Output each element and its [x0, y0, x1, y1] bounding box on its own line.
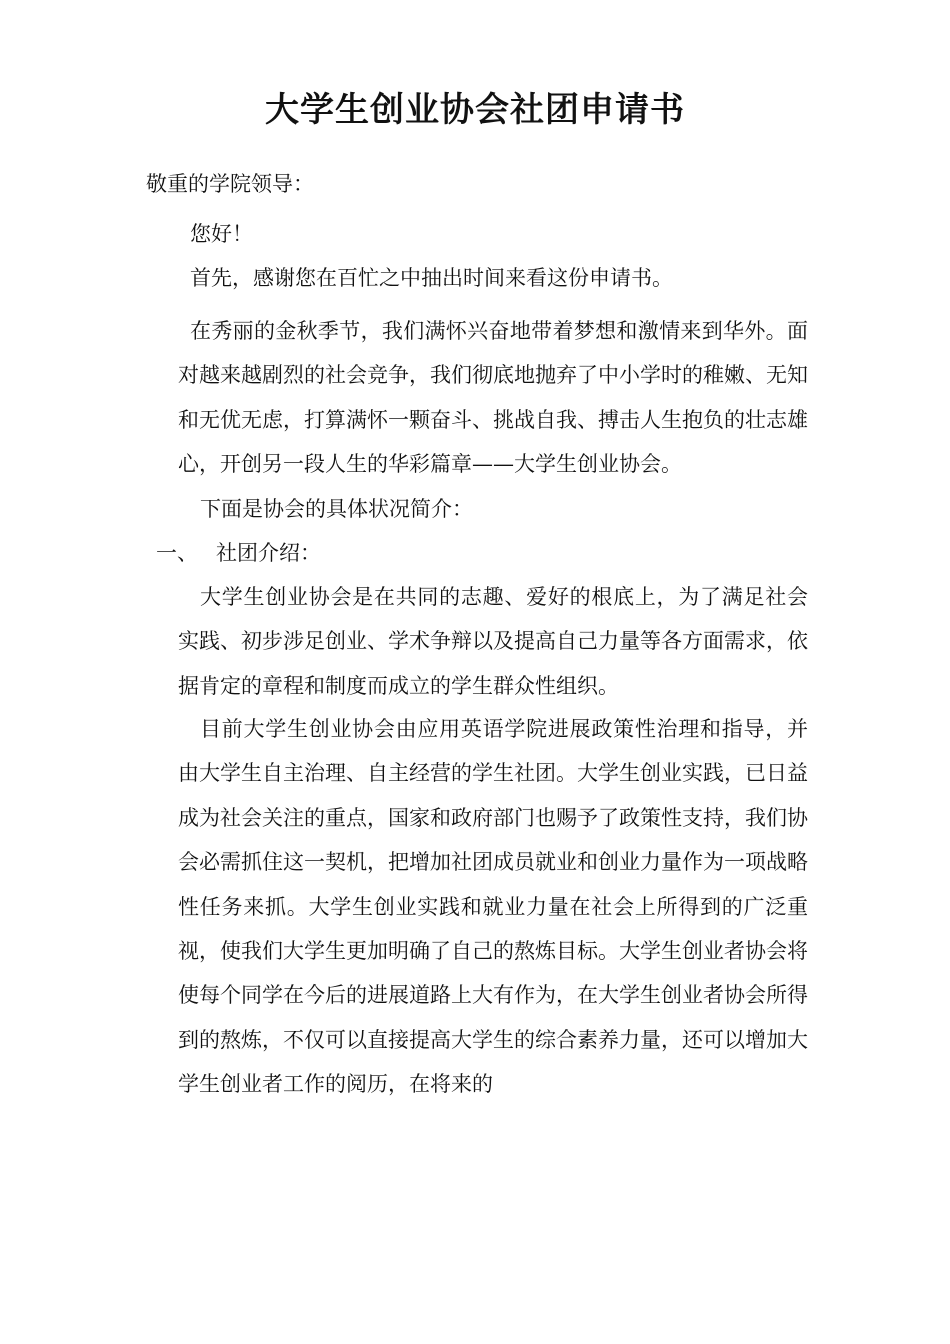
paragraph-arrival: 在秀丽的金秋季节，我们满怀兴奋地带着梦想和激情来到华外。面对越来越剧烈的社会竞争，我们彻底地抛弃了中小学时的稚嫩、无知和无优无虑，打算满怀一颗奋斗、挑战自我、搏击人生抱负的壮志雄心，开创另一段人生的华彩篇章——大学生创业协会。 — [178, 319, 808, 477]
paragraph-association-detail: 目前大学生创业协会由应用英语学院进展政策性治理和指导，并由大学生自主治理、自主经营的学生社团。大学生创业实践，已日益成为社会关注的重点，国家和政府部门也赐予了政策性支持，我们协会必需抓住这一契机，把增加社团成员就业和创业力量作为一项战略性任务来抓。大学生创业实践和就业力量在社会上所得到的广泛重视，使我们大学生更加明确了自己的熬炼目标。大学生创业者协会将使每个同学在今后的进展道路上大有作为，在大学生创业者协会所得到的熬炼，不仅可以直接提高大学生的综合素养力量，还可以增加大学生创业者工作的阅历，在将来的 — [178, 717, 808, 1097]
salutation: 敬重的学院领导： — [146, 172, 314, 196]
section-heading: 社团介绍： — [216, 541, 321, 565]
paragraph-association-intro: 大学生创业协会是在共同的志趣、爱好的根底上，为了满足社会实践、初步涉足创业、学术争辩以及提高自己力量等各方面需求，依据肯定的章程和制度而成立的学生群众性组织。 — [178, 585, 808, 698]
greeting: 您好！ — [190, 222, 253, 246]
document-title: 大学生创业协会社团申请书 — [265, 90, 685, 130]
section-number: 一、 — [156, 541, 198, 565]
overview-intro: 下面是协会的具体状况简介： — [200, 497, 473, 521]
intro-line: 首先，感谢您在百忙之中抽出时间来看这份申请书。 — [190, 266, 673, 290]
